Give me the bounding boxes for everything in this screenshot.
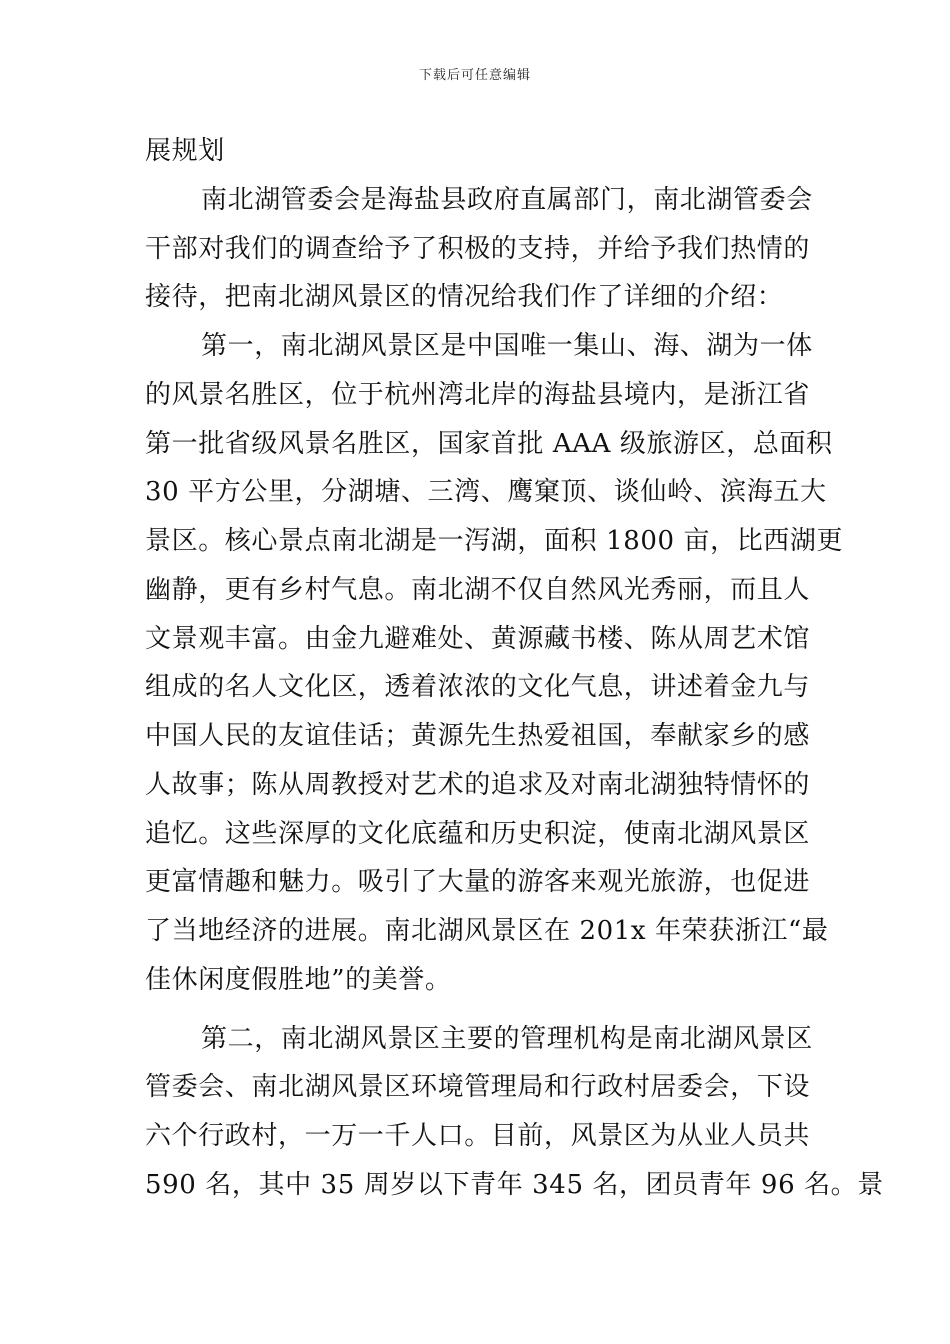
text-line: 幽静，更有乡村气息。南北湖不仅自然风光秀丽，而且人: [145, 574, 811, 605]
text-line: 管委会、南北湖风景区环境管理局和行政村居委会，下设: [145, 1072, 811, 1103]
text-line: 追忆。这些深厚的文化底蕴和历史积淀，使南北湖风景区: [145, 818, 811, 849]
paragraph-gap: [145, 1005, 810, 1015]
text-line: 人故事；陈从周教授对艺术的追求及对南北湖独特情怀的: [145, 769, 811, 800]
text-line: 展规划: [145, 136, 225, 166]
text-line: 更富情趣和魅力。吸引了大量的游客来观光旅游，也促进: [145, 867, 811, 898]
text-line: 佳休闲度假胜地”的美誉。: [145, 964, 452, 995]
document-body: [145, 127, 884, 1210]
text-line: 第一批省级风景名胜区，国家首批 AAA 级旅游区，总面积: [145, 428, 833, 459]
text-line: 第二，南北湖风景区主要的管理机构是南北湖风景区: [201, 1023, 813, 1054]
text-line: 第一，南北湖风景区是中国唯一集山、海、湖为一体: [201, 331, 813, 361]
text-line: 的风景名胜区，位于杭州湾北岸的海盐县境内，是浙江省: [145, 379, 811, 410]
text-line: 文景观丰富。由金九避难处、黄源藏书楼、陈从周艺术馆: [145, 623, 811, 654]
page-header-note: 下载后可任意编辑: [418, 68, 531, 83]
text-line: 中国人民的友谊佳话；黄源先生热爱祖国，奉献家乡的感: [145, 721, 811, 751]
text-line: 了当地经济的进展。南北湖风景区在 201x 年荣获浙江“最: [145, 916, 829, 946]
text-line: 六个行政村，一万一千人口。目前，风景区为从业人员共: [145, 1121, 811, 1151]
text-line: 接待，把南北湖风景区的情况给我们作了详细的介绍：: [145, 282, 784, 313]
text-line: 590 名，其中 35 周岁以下青年 345 名，团员青年 96 名。景: [145, 1169, 884, 1200]
text-line: 干部对我们的调查给予了积极的支持，并给予我们热情的: [145, 233, 811, 264]
text-line: 30 平方公里，分湖塘、三湾、鹰窠顶、谈仙岭、滨海五大: [145, 477, 827, 508]
text-line: 景区。核心景点南北湖是一泻湖，面积 1800 亩，比西湖更: [145, 526, 844, 556]
text-line: 组成的名人文化区，透着浓浓的文化气息，讲述着金九与: [145, 672, 811, 703]
text-line: 南北湖管委会是海盐县政府直属部门，南北湖管委会: [201, 184, 813, 215]
